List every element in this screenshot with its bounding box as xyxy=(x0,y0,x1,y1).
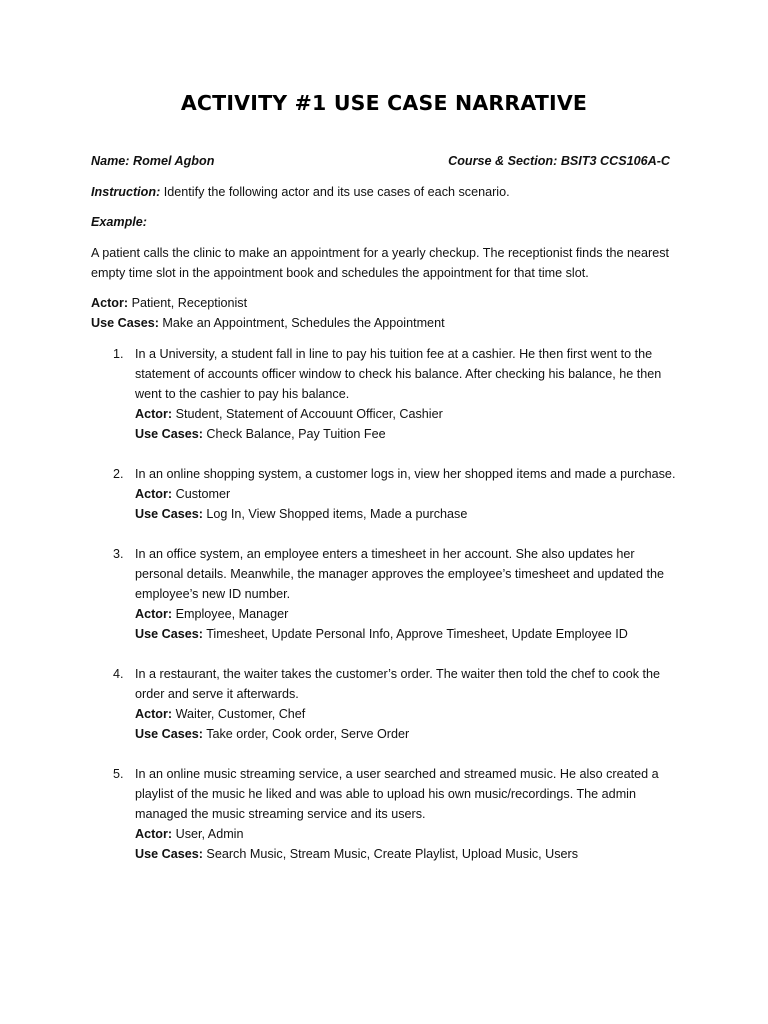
item-actor xyxy=(135,704,691,724)
scenario-line: statement of accounts officer window to check his balance. After checking his balance, he then xyxy=(135,367,662,381)
scenario-line: playlist of the music he liked and was able to upload his own music/recordings. The admin xyxy=(135,787,636,801)
use-cases-label: Use Cases: xyxy=(135,427,203,441)
actor-value: Student, Statement of Accouunt Officer, Cashier xyxy=(175,407,443,421)
scenario-line: order and serve it afterwards. xyxy=(135,687,299,701)
use-cases-value: Log In, View Shopped items, Made a purchase xyxy=(206,507,468,521)
item-actor xyxy=(135,404,691,424)
use-cases-value: Take order, Cook order, Serve Order xyxy=(206,727,410,741)
actor-label: Actor: xyxy=(135,827,173,841)
example-line: A patient calls the clinic to make an appointment for a yearly checkup. The receptionist finds the nearest xyxy=(91,246,670,260)
scenario-line: went to the cashier to pay his balance. xyxy=(135,387,350,401)
example-use-cases xyxy=(91,313,691,333)
item-number: 5. xyxy=(113,767,124,781)
course-value: BSIT3 CCS106A-C xyxy=(560,154,670,168)
item-use-cases xyxy=(135,624,691,644)
item-body xyxy=(135,464,691,524)
item-body xyxy=(135,544,691,644)
actor-label: Actor: xyxy=(135,707,173,721)
item-number: 2. xyxy=(113,467,124,481)
page-title: ACTIVITY #1 USE CASE NARRATIVE xyxy=(180,91,588,115)
name-value: Romel Agbon xyxy=(133,154,215,168)
item-use-cases xyxy=(135,504,691,524)
use-cases-label: Use Cases: xyxy=(135,627,203,641)
item-actor xyxy=(135,824,691,844)
scenario-line: In an online shopping system, a customer logs in, view her shopped items and made a purchase. xyxy=(135,467,676,481)
use-cases-label: Use Cases: xyxy=(135,847,203,861)
example-line: empty time slot in the appointment book and schedules the appointment for that time slot. xyxy=(91,266,589,280)
instruction-text: Identify the following actor and its use cases of each scenario. xyxy=(163,185,510,199)
item-body xyxy=(135,764,691,864)
item-use-cases xyxy=(135,844,691,864)
actor-label: Actor: xyxy=(135,487,173,501)
item-use-cases xyxy=(135,724,691,744)
item-actor xyxy=(135,604,691,624)
use-cases-label: Use Cases: xyxy=(135,507,203,521)
actor-value: Customer xyxy=(175,487,231,501)
item-body xyxy=(135,344,691,444)
use-cases-value: Timesheet, Update Personal Info, Approve Timesheet, Update Employee ID xyxy=(206,627,628,641)
example-paragraph xyxy=(91,243,691,283)
course-section xyxy=(448,151,670,171)
name-label: Name: xyxy=(91,154,130,168)
course-label: Course & Section: xyxy=(448,154,558,168)
example-actor xyxy=(91,293,691,313)
actor-label: Actor: xyxy=(91,296,129,310)
use-cases-value: Search Music, Stream Music, Create Playlist, Upload Music, Users xyxy=(206,847,579,861)
actor-value: Waiter, Customer, Chef xyxy=(175,707,306,721)
example-answers xyxy=(91,293,691,333)
scenario-line: managed the music streaming service and its users. xyxy=(135,807,426,821)
scenario-line: personal details. Meanwhile, the manager approves the employee’s timesheet and updated the xyxy=(135,567,665,581)
actor-value: Employee, Manager xyxy=(175,607,289,621)
scenario-line: employee’s new ID number. xyxy=(135,587,291,601)
use-cases-value: Make an Appointment, Schedules the Appointment xyxy=(162,316,445,330)
scenario-line: In a restaurant, the waiter takes the customer’s order. The waiter then told the chef to cook the xyxy=(135,667,661,681)
actor-label: Actor: xyxy=(135,607,173,621)
scenario-line: In an online music streaming service, a user searched and streamed music. He also created a xyxy=(135,767,659,781)
actor-value: Patient, Receptionist xyxy=(131,296,248,310)
item-number: 1. xyxy=(113,347,124,361)
instruction xyxy=(91,182,691,202)
use-cases-label: Use Cases: xyxy=(91,316,159,330)
use-cases-label: Use Cases: xyxy=(135,727,203,741)
use-cases-value: Check Balance, Pay Tuition Fee xyxy=(206,427,386,441)
student-name xyxy=(91,151,214,171)
item-actor xyxy=(135,484,691,504)
scenario-line: In a University, a student fall in line to pay his tuition fee at a cashier. He then first went to the xyxy=(135,347,653,361)
example-label: Example: xyxy=(91,215,147,229)
instruction-label: Instruction: xyxy=(91,185,161,199)
item-number: 4. xyxy=(113,667,124,681)
scenario-line: In an office system, an employee enters a timesheet in her account. She also updates her xyxy=(135,547,635,561)
item-number: 3. xyxy=(113,547,124,561)
item-body xyxy=(135,664,691,744)
actor-value: User, Admin xyxy=(175,827,244,841)
item-use-cases xyxy=(135,424,691,444)
actor-label: Actor: xyxy=(135,407,173,421)
